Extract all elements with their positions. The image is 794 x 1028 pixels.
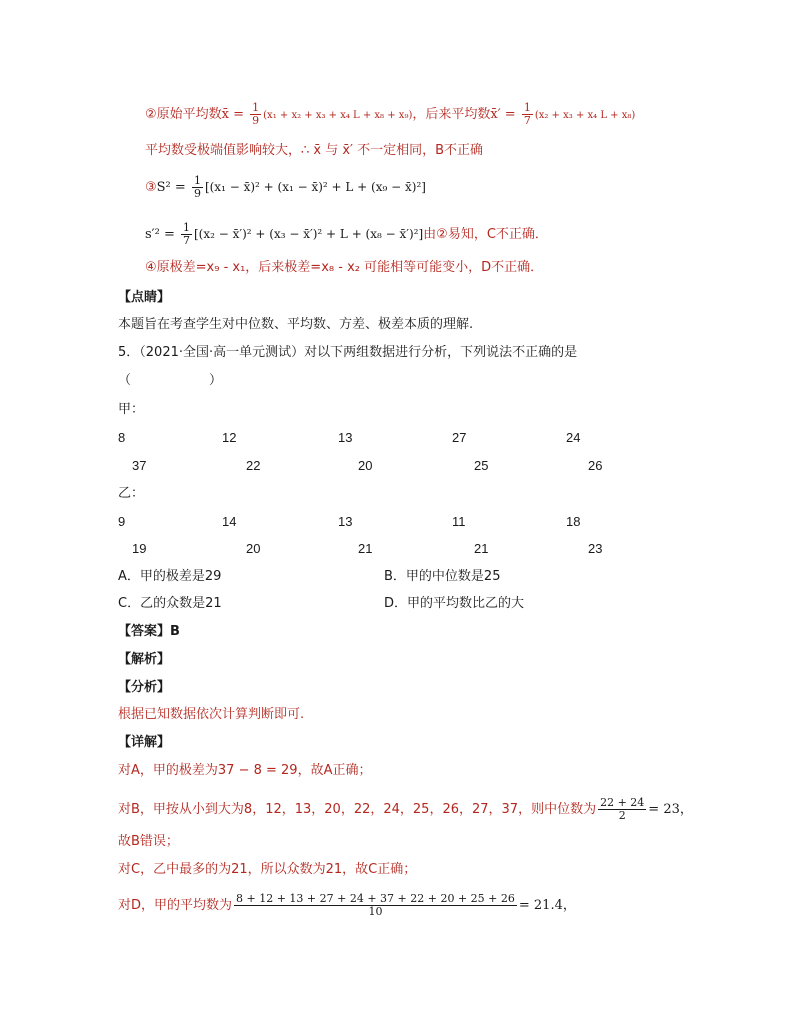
data-cell: 23 xyxy=(588,541,603,556)
solution-line-new-variance xyxy=(145,222,548,247)
mean-formula-lhs: x̄ = xyxy=(221,107,249,122)
option-c: C．乙的众数是21 xyxy=(118,596,222,611)
question-stem: 5．（2021·全国·高一单元测试）对以下两组数据进行分析，下列说法不正确的是 xyxy=(118,345,578,360)
point-text: 本题旨在考查学生对中位数、平均数、方差、极差本质的理解. xyxy=(118,317,474,332)
fraction-one-seventh xyxy=(522,102,533,127)
solution-line-variance xyxy=(145,175,426,200)
solution-line-extreme: 平均数受极端值影响较大，∴ x̄ 与 x̄′ 不一定相同，B不正确 xyxy=(145,143,484,158)
fraction-numerator: 1 xyxy=(193,174,201,187)
variance-expression: [(x₁ − x̄)² + (x₁ − x̄)² + L + (x₉ − x̄)²] xyxy=(204,180,426,194)
data-cell: 20 xyxy=(246,541,261,556)
group-yi-label: 乙： xyxy=(118,486,145,501)
data-cell: 37 xyxy=(132,458,147,473)
fraction-denominator: 7 xyxy=(183,234,190,247)
fraction-numerator: 22 + 24 xyxy=(600,796,645,809)
data-cell: 25 xyxy=(474,458,489,473)
fraction-one-seventh xyxy=(181,222,192,247)
data-cell: 22 xyxy=(246,458,261,473)
fenxi-text: 根据已知数据依次计算判断即可. xyxy=(118,707,305,722)
new-variance-expression: [(x₂ − x̄′)² + (x₃ − x̄′)² + L + (x₈ − x̄′)²] xyxy=(194,227,424,241)
data-cell: 12 xyxy=(222,430,237,445)
data-cell: 18 xyxy=(566,514,581,529)
fraction-denominator: 10 xyxy=(234,905,517,918)
data-cell: 20 xyxy=(358,458,373,473)
detail-b-text: 对B，甲按从小到大为8，12，13，20，22，24，25，26，27，37，则中位数为 xyxy=(118,802,597,817)
data-cell: 19 xyxy=(132,541,147,556)
new-variance-lhs: s′² = xyxy=(145,227,179,242)
data-cell: 21 xyxy=(474,541,489,556)
detail-b xyxy=(118,797,693,822)
data-cell: 27 xyxy=(452,430,467,445)
data-cell: 14 xyxy=(222,514,237,529)
fraction-denominator: 9 xyxy=(252,114,260,127)
option-a: A．甲的极差是29 xyxy=(118,569,222,584)
question-blank: （ ） xyxy=(118,373,223,388)
group-jia-label: 甲： xyxy=(118,402,145,417)
mean-expression: (x₁ + x₂ + x₃ + x₄ L + x₈ + x₉) xyxy=(263,110,413,121)
fraction-one-ninth xyxy=(250,102,261,127)
mean-label: ②原始平均数 xyxy=(145,107,222,122)
fraction-denominator: 7 xyxy=(523,114,531,127)
fraction-numerator: 8 + 12 + 13 + 27 + 24 + 37 + 22 + 20 + 25 + 26 xyxy=(236,892,515,905)
option-b: B．甲的中位数是25 xyxy=(384,569,501,584)
new-variance-conclusion: 由②易知，C不正确． xyxy=(423,227,548,242)
solution-line-mean xyxy=(145,102,635,127)
fraction-numerator: 1 xyxy=(252,101,260,114)
variance-label: ③ xyxy=(145,180,157,195)
new-mean-label: ，后来平均数 xyxy=(412,107,491,122)
option-d: D．甲的平均数比乙的大 xyxy=(384,596,525,611)
detail-b-2: 故B错误； xyxy=(118,834,179,849)
detail-d xyxy=(118,893,576,918)
data-cell: 8 xyxy=(118,430,126,445)
mean-fraction xyxy=(234,893,517,918)
fraction-numerator: 1 xyxy=(523,101,531,114)
data-cell: 11 xyxy=(452,514,466,529)
detail-header: 【详解】 xyxy=(118,735,171,750)
median-fraction xyxy=(598,797,646,822)
point-header: 【点睛】 xyxy=(118,290,171,305)
fraction-one-ninth xyxy=(192,175,203,200)
fraction-denominator: 9 xyxy=(193,187,201,200)
mean-result: = 21.4， xyxy=(518,898,576,913)
detail-d-text: 对D，甲的平均数为 xyxy=(118,898,233,913)
fenxi-header: 【分析】 xyxy=(118,680,171,695)
data-cell: 26 xyxy=(588,458,603,473)
analysis-header: 【解析】 xyxy=(118,652,171,667)
variance-lhs: S² = xyxy=(156,180,190,195)
detail-a: 对A，甲的极差为37 − 8 = 29，故A正确； xyxy=(118,763,372,778)
data-cell: 24 xyxy=(566,430,581,445)
data-cell: 13 xyxy=(338,430,353,445)
new-mean-expression: (x₂ + x₃ + x₄ L + x₈) xyxy=(534,110,636,121)
median-result: = 23， xyxy=(648,802,693,817)
fraction-numerator: 1 xyxy=(183,221,190,234)
detail-c: 对C，乙中最多的为21，所以众数为21，故C正确； xyxy=(118,862,417,877)
solution-line-range: ④原极差=x₉ - x₁，后来极差=x₈ - x₂ 可能相等可能变小，D不正确． xyxy=(145,260,544,275)
data-cell: 21 xyxy=(358,541,373,556)
answer-line: 【答案】B xyxy=(118,624,180,639)
data-cell: 9 xyxy=(118,514,126,529)
data-cell: 13 xyxy=(338,514,353,529)
fraction-denominator: 2 xyxy=(598,809,646,822)
new-mean-formula-lhs: x̄′ = xyxy=(490,107,520,122)
